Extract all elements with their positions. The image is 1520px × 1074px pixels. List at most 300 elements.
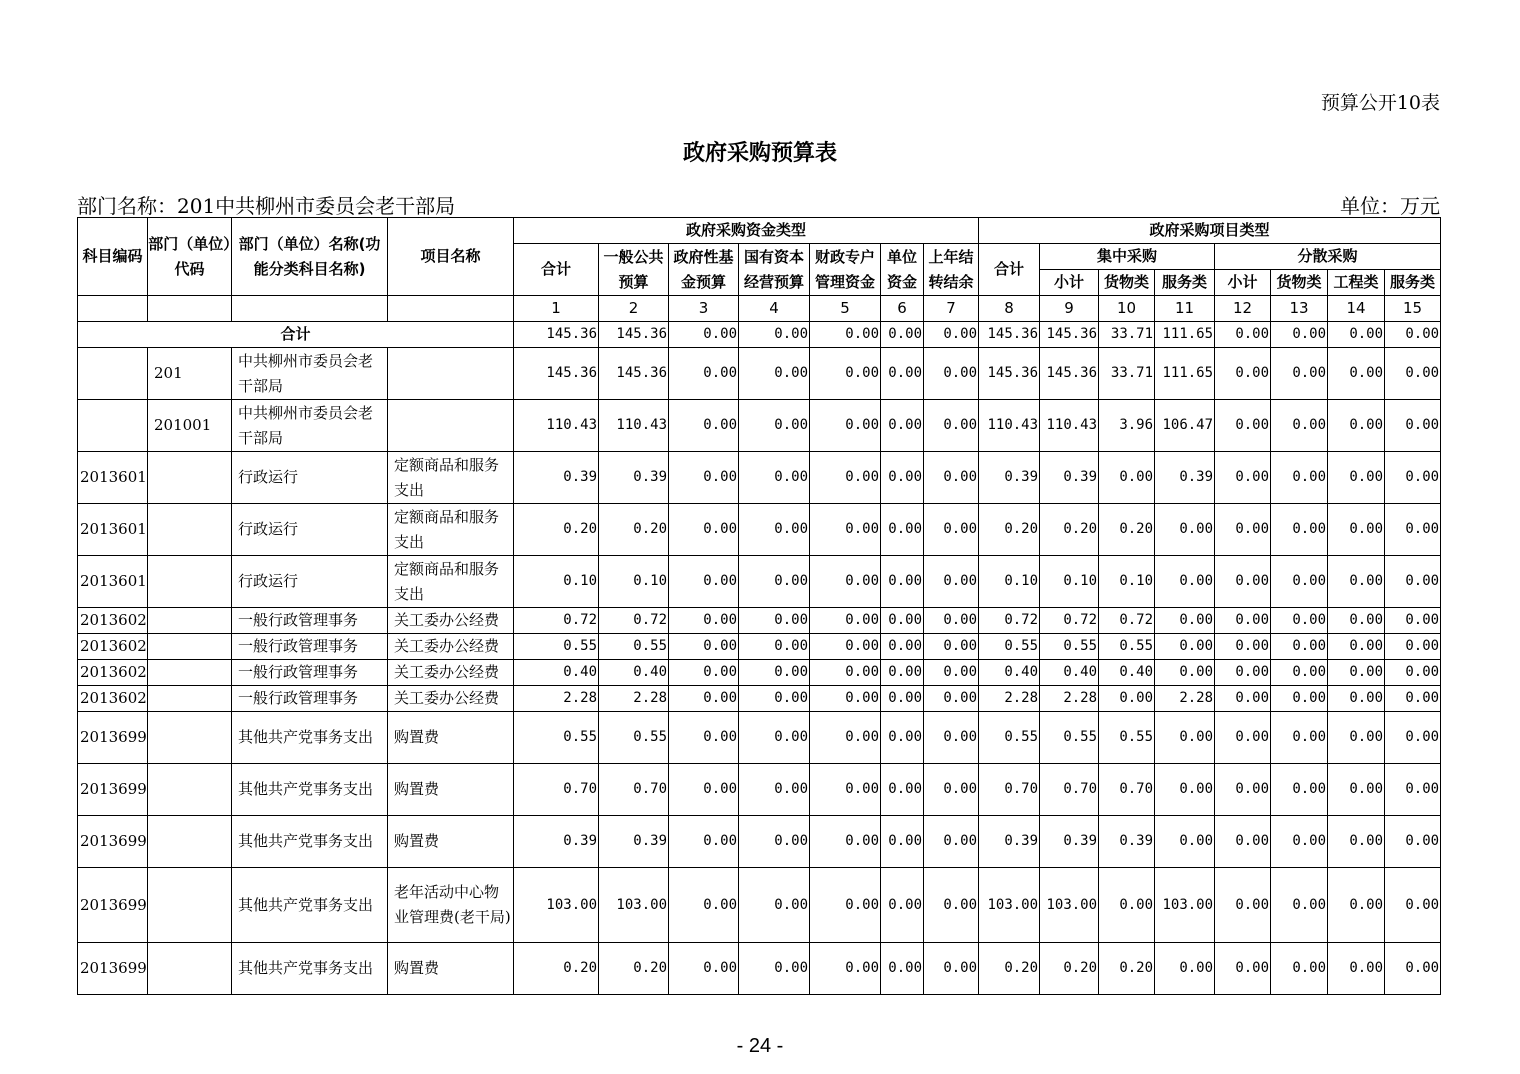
amount-cell: 0.00 [1099, 452, 1155, 504]
amount-cell: 0.00 [1271, 943, 1328, 995]
amount-cell: 0.70 [599, 764, 669, 816]
amount-cell: 0.20 [1040, 504, 1099, 556]
subject-code-cell: 2013699 [78, 712, 148, 764]
amount-cell: 0.40 [1099, 660, 1155, 686]
amount-cell: 0.39 [599, 816, 669, 868]
amount-cell: 0.00 [1385, 452, 1441, 504]
header-subtotal: 小计 [1040, 270, 1099, 296]
project-name-cell: 老年活动中心物业管理费(老干局) [388, 868, 514, 943]
table-row [78, 400, 1441, 452]
amount-cell: 0.40 [979, 660, 1040, 686]
dept-code-cell [148, 868, 232, 943]
header-dept-name: 部门（单位）名称(功能分类科目名称) [232, 218, 388, 296]
table-row [78, 348, 1441, 400]
amount-cell: 0.00 [739, 712, 810, 764]
header-subtotal2: 小计 [1215, 270, 1271, 296]
header-engineering: 工程类 [1328, 270, 1385, 296]
amount-cell: 0.10 [514, 556, 599, 608]
project-name-cell: 关工委办公经费 [388, 634, 514, 660]
table-row [78, 712, 1441, 764]
amount-cell: 103.00 [1040, 868, 1099, 943]
amount-cell: 0.00 [669, 660, 739, 686]
amount-cell: 103.00 [599, 868, 669, 943]
project-name-cell: 关工委办公经费 [388, 686, 514, 712]
dept-code-cell: 201 [148, 348, 232, 400]
amount-cell: 0.00 [1271, 348, 1328, 400]
amount-cell: 103.00 [979, 868, 1040, 943]
amount-cell: 0.00 [881, 634, 924, 660]
column-number: 9 [1040, 296, 1099, 322]
amount-cell: 0.40 [1040, 660, 1099, 686]
unit-line: 单位：万元 [1340, 194, 1440, 218]
amount-cell: 0.00 [924, 504, 979, 556]
column-number-blank [388, 296, 514, 322]
column-number: 14 [1328, 296, 1385, 322]
amount-cell: 0.00 [669, 764, 739, 816]
amount-cell: 0.00 [669, 943, 739, 995]
amount-cell: 0.00 [881, 686, 924, 712]
amount-cell: 0.70 [514, 764, 599, 816]
procurement-budget-table [77, 217, 1441, 995]
amount-cell: 0.00 [1155, 943, 1215, 995]
table-row [78, 868, 1441, 943]
subject-code-cell: 2013602 [78, 608, 148, 634]
subject-code-cell: 2013699 [78, 816, 148, 868]
dept-code-cell [148, 452, 232, 504]
project-name-cell: 购置费 [388, 764, 514, 816]
project-name-cell: 定额商品和服务支出 [388, 452, 514, 504]
amount-cell: 0.00 [924, 608, 979, 634]
amount-cell: 0.00 [924, 943, 979, 995]
amount-cell: 0.00 [810, 943, 881, 995]
amount-cell: 0.00 [1155, 712, 1215, 764]
amount-cell: 0.00 [924, 348, 979, 400]
amount-cell: 0.00 [1328, 712, 1385, 764]
total-cell: 0.00 [1271, 322, 1328, 348]
subject-code-cell: 2013602 [78, 686, 148, 712]
amount-cell: 2.28 [1155, 686, 1215, 712]
amount-cell: 0.00 [1271, 504, 1328, 556]
amount-cell: 0.00 [1385, 816, 1441, 868]
dept-name-cell: 其他共产党事务支出 [232, 816, 388, 868]
total-cell: 0.00 [1328, 322, 1385, 348]
amount-cell: 0.00 [1215, 660, 1271, 686]
amount-cell: 0.40 [514, 660, 599, 686]
amount-cell: 0.00 [1215, 712, 1271, 764]
total-cell: 0.00 [924, 322, 979, 348]
amount-cell: 0.00 [1215, 868, 1271, 943]
column-number: 13 [1271, 296, 1328, 322]
amount-cell: 110.43 [979, 400, 1040, 452]
amount-cell: 0.39 [1040, 816, 1099, 868]
amount-cell: 0.55 [1099, 634, 1155, 660]
amount-cell: 0.00 [924, 556, 979, 608]
amount-cell: 0.00 [739, 634, 810, 660]
column-number: 3 [669, 296, 739, 322]
amount-cell: 0.39 [979, 816, 1040, 868]
column-number: 7 [924, 296, 979, 322]
dept-code-cell [148, 764, 232, 816]
amount-cell: 0.00 [1271, 764, 1328, 816]
column-number-blank [78, 296, 148, 322]
header-total: 合计 [514, 244, 599, 296]
table-row [78, 943, 1441, 995]
amount-cell: 0.00 [924, 660, 979, 686]
amount-cell: 0.00 [1271, 660, 1328, 686]
subject-code-cell: 2013602 [78, 634, 148, 660]
amount-cell: 0.00 [1271, 816, 1328, 868]
dept-name-cell: 一般行政管理事务 [232, 634, 388, 660]
amount-cell: 2.28 [514, 686, 599, 712]
amount-cell: 0.00 [669, 816, 739, 868]
amount-cell: 0.00 [924, 634, 979, 660]
total-cell: 0.00 [1385, 322, 1441, 348]
amount-cell: 0.00 [739, 868, 810, 943]
amount-cell: 0.00 [739, 452, 810, 504]
table-row [78, 764, 1441, 816]
amount-cell: 145.36 [979, 348, 1040, 400]
amount-cell: 110.43 [1040, 400, 1099, 452]
amount-cell: 0.55 [979, 712, 1040, 764]
amount-cell: 0.00 [924, 686, 979, 712]
amount-cell: 0.00 [739, 764, 810, 816]
header-project-name: 项目名称 [388, 218, 514, 296]
table-row [78, 608, 1441, 634]
header-goods2: 货物类 [1271, 270, 1328, 296]
amount-cell: 0.00 [1385, 868, 1441, 943]
column-number: 8 [979, 296, 1040, 322]
amount-cell: 0.00 [1215, 452, 1271, 504]
amount-cell: 0.20 [599, 504, 669, 556]
header-service2: 服务类 [1385, 270, 1441, 296]
dept-code-cell [148, 556, 232, 608]
amount-cell: 0.00 [1099, 686, 1155, 712]
amount-cell: 0.70 [1040, 764, 1099, 816]
amount-cell: 0.72 [599, 608, 669, 634]
amount-cell: 0.00 [669, 634, 739, 660]
amount-cell: 0.00 [1385, 660, 1441, 686]
amount-cell: 0.00 [881, 764, 924, 816]
amount-cell: 0.55 [979, 634, 1040, 660]
header-decentralized: 分散采购 [1215, 244, 1441, 270]
header-gov-fund: 政府性基金预算 [669, 244, 739, 296]
amount-cell: 0.00 [669, 504, 739, 556]
subject-code-cell: 2013601 [78, 452, 148, 504]
page-number: - 24 - [736, 1035, 784, 1057]
amount-cell: 0.39 [514, 452, 599, 504]
amount-cell: 0.00 [924, 868, 979, 943]
column-number: 10 [1099, 296, 1155, 322]
amount-cell: 0.72 [1099, 608, 1155, 634]
dept-name-cell: 行政运行 [232, 504, 388, 556]
amount-cell: 0.00 [810, 764, 881, 816]
dept-name-cell: 行政运行 [232, 452, 388, 504]
table-row [78, 816, 1441, 868]
page-title: 政府采购预算表 [682, 140, 837, 166]
amount-cell: 0.10 [1099, 556, 1155, 608]
amount-cell: 0.55 [514, 634, 599, 660]
dept-name-cell: 其他共产党事务支出 [232, 712, 388, 764]
amount-cell: 111.65 [1155, 348, 1215, 400]
dept-name-cell: 其他共产党事务支出 [232, 868, 388, 943]
amount-cell: 0.00 [881, 816, 924, 868]
header-subject-code: 科目编码 [78, 218, 148, 296]
dept-code-cell [148, 504, 232, 556]
amount-cell: 0.00 [1385, 348, 1441, 400]
table-number: 预算公开10表 [1320, 92, 1440, 114]
amount-cell: 0.70 [1099, 764, 1155, 816]
amount-cell: 0.00 [810, 816, 881, 868]
header-general-public: 一般公共预算 [599, 244, 669, 296]
header-total2: 合计 [979, 244, 1040, 296]
amount-cell: 0.00 [881, 660, 924, 686]
amount-cell: 0.00 [739, 400, 810, 452]
amount-cell: 103.00 [1155, 868, 1215, 943]
amount-cell: 0.00 [1328, 452, 1385, 504]
total-cell: 145.36 [979, 322, 1040, 348]
column-number: 6 [881, 296, 924, 322]
amount-cell: 0.10 [1040, 556, 1099, 608]
amount-cell: 0.00 [1155, 764, 1215, 816]
header-row-1 [78, 218, 1441, 244]
dept-code-cell: 201001 [148, 400, 232, 452]
total-cell: 145.36 [514, 322, 599, 348]
amount-cell: 0.20 [979, 943, 1040, 995]
amount-cell: 0.00 [1271, 400, 1328, 452]
amount-cell: 0.39 [979, 452, 1040, 504]
total-label: 合计 [78, 322, 514, 348]
project-name-cell: 定额商品和服务支出 [388, 556, 514, 608]
total-cell: 0.00 [739, 322, 810, 348]
amount-cell: 0.20 [514, 943, 599, 995]
subject-code-cell: 2013699 [78, 943, 148, 995]
subject-code-cell: 2013699 [78, 868, 148, 943]
amount-cell: 0.00 [1385, 943, 1441, 995]
amount-cell: 0.00 [669, 452, 739, 504]
project-name-cell: 关工委办公经费 [388, 608, 514, 634]
amount-cell: 0.00 [669, 556, 739, 608]
amount-cell: 0.00 [1385, 608, 1441, 634]
amount-cell: 0.00 [881, 608, 924, 634]
amount-cell: 0.00 [1215, 816, 1271, 868]
amount-cell: 145.36 [1040, 348, 1099, 400]
amount-cell: 0.00 [1215, 556, 1271, 608]
amount-cell: 0.20 [1040, 943, 1099, 995]
table-row [78, 504, 1441, 556]
amount-cell: 0.00 [1328, 943, 1385, 995]
amount-cell: 0.00 [669, 348, 739, 400]
amount-cell: 0.00 [1155, 504, 1215, 556]
amount-cell: 0.72 [514, 608, 599, 634]
dept-name-cell: 其他共产党事务支出 [232, 943, 388, 995]
subject-code-cell: 2013601 [78, 556, 148, 608]
column-number: 12 [1215, 296, 1271, 322]
amount-cell: 0.00 [1385, 712, 1441, 764]
table-row [78, 556, 1441, 608]
table-row [78, 452, 1441, 504]
amount-cell: 0.00 [1155, 660, 1215, 686]
amount-cell: 0.00 [669, 608, 739, 634]
amount-cell: 0.70 [979, 764, 1040, 816]
amount-cell: 0.20 [979, 504, 1040, 556]
project-name-cell: 定额商品和服务支出 [388, 504, 514, 556]
amount-cell: 33.71 [1099, 348, 1155, 400]
project-name-cell: 购置费 [388, 712, 514, 764]
amount-cell: 110.43 [599, 400, 669, 452]
total-cell: 0.00 [881, 322, 924, 348]
table-row [78, 634, 1441, 660]
amount-cell: 0.00 [1215, 943, 1271, 995]
amount-cell: 0.00 [810, 452, 881, 504]
project-name-cell: 关工委办公经费 [388, 660, 514, 686]
amount-cell: 0.00 [1155, 816, 1215, 868]
header-state-capital: 国有资本经营预算 [739, 244, 810, 296]
amount-cell: 0.00 [1271, 712, 1328, 764]
header-special-account: 财政专户管理资金 [810, 244, 881, 296]
amount-cell: 0.00 [810, 660, 881, 686]
dept-code-cell [148, 943, 232, 995]
amount-cell: 0.00 [810, 608, 881, 634]
amount-cell: 0.39 [1099, 816, 1155, 868]
amount-cell: 0.55 [599, 634, 669, 660]
amount-cell: 145.36 [514, 348, 599, 400]
amount-cell: 0.20 [1099, 943, 1155, 995]
dept-name-cell: 行政运行 [232, 556, 388, 608]
amount-cell: 0.00 [810, 868, 881, 943]
header-service: 服务类 [1155, 270, 1215, 296]
amount-cell: 0.00 [924, 712, 979, 764]
amount-cell: 0.00 [1328, 686, 1385, 712]
dept-name-cell: 一般行政管理事务 [232, 686, 388, 712]
amount-cell: 106.47 [1155, 400, 1215, 452]
total-cell: 0.00 [669, 322, 739, 348]
amount-cell: 0.55 [1040, 634, 1099, 660]
project-name-cell: 购置费 [388, 816, 514, 868]
amount-cell: 103.00 [514, 868, 599, 943]
amount-cell: 0.00 [1215, 686, 1271, 712]
amount-cell: 0.00 [1328, 868, 1385, 943]
amount-cell: 0.00 [924, 400, 979, 452]
amount-cell: 0.20 [514, 504, 599, 556]
amount-cell: 0.00 [810, 504, 881, 556]
column-number: 2 [599, 296, 669, 322]
amount-cell: 2.28 [979, 686, 1040, 712]
amount-cell: 0.00 [1385, 634, 1441, 660]
amount-cell: 0.39 [1155, 452, 1215, 504]
amount-cell: 0.00 [739, 556, 810, 608]
subject-code-cell: 2013699 [78, 764, 148, 816]
column-number: 1 [514, 296, 599, 322]
amount-cell: 0.00 [1271, 686, 1328, 712]
amount-cell: 0.00 [1328, 348, 1385, 400]
amount-cell: 0.55 [1040, 712, 1099, 764]
column-number: 4 [739, 296, 810, 322]
amount-cell: 0.00 [1215, 348, 1271, 400]
subject-code-cell [78, 348, 148, 400]
amount-cell: 0.00 [1328, 504, 1385, 556]
amount-cell: 0.00 [1271, 608, 1328, 634]
amount-cell: 0.00 [1328, 660, 1385, 686]
header-dept-code: 部门（单位）代码 [148, 218, 232, 296]
amount-cell: 0.00 [1155, 608, 1215, 634]
amount-cell: 0.00 [1328, 816, 1385, 868]
amount-cell: 0.72 [1040, 608, 1099, 634]
amount-cell: 0.72 [979, 608, 1040, 634]
amount-cell: 0.00 [1215, 634, 1271, 660]
column-number: 11 [1155, 296, 1215, 322]
amount-cell: 0.55 [599, 712, 669, 764]
amount-cell: 0.00 [1328, 608, 1385, 634]
dept-code-cell [148, 608, 232, 634]
amount-cell: 0.00 [1385, 764, 1441, 816]
total-cell: 33.71 [1099, 322, 1155, 348]
amount-cell: 0.00 [881, 348, 924, 400]
amount-cell: 0.00 [881, 868, 924, 943]
amount-cell: 0.00 [739, 348, 810, 400]
amount-cell: 0.00 [1271, 868, 1328, 943]
amount-cell: 0.20 [599, 943, 669, 995]
amount-cell: 0.00 [810, 712, 881, 764]
column-number-blank [148, 296, 232, 322]
dept-code-cell [148, 634, 232, 660]
amount-cell: 0.00 [739, 608, 810, 634]
header-project-type: 政府采购项目类型 [979, 218, 1441, 244]
dept-code-cell [148, 686, 232, 712]
amount-cell: 0.55 [1099, 712, 1155, 764]
amount-cell: 0.10 [979, 556, 1040, 608]
amount-cell: 0.00 [810, 348, 881, 400]
total-row [78, 322, 1441, 348]
amount-cell: 0.00 [739, 660, 810, 686]
header-unit-fund: 单位资金 [881, 244, 924, 296]
table-row [78, 660, 1441, 686]
amount-cell: 0.00 [1385, 400, 1441, 452]
amount-cell: 0.10 [599, 556, 669, 608]
amount-cell: 0.00 [924, 452, 979, 504]
header-fund-type: 政府采购资金类型 [514, 218, 979, 244]
column-number: 15 [1385, 296, 1441, 322]
column-number: 5 [810, 296, 881, 322]
amount-cell: 0.00 [739, 686, 810, 712]
amount-cell: 0.00 [739, 816, 810, 868]
amount-cell: 0.00 [924, 816, 979, 868]
amount-cell: 0.00 [1099, 868, 1155, 943]
total-cell: 0.00 [1215, 322, 1271, 348]
amount-cell: 0.00 [1215, 764, 1271, 816]
department-line: 部门名称：201中共柳州市委员会老干部局 [77, 194, 456, 218]
amount-cell: 0.00 [881, 943, 924, 995]
amount-cell: 0.40 [599, 660, 669, 686]
amount-cell: 0.00 [739, 943, 810, 995]
amount-cell: 0.00 [1385, 686, 1441, 712]
amount-cell: 0.00 [1215, 400, 1271, 452]
header-carryover: 上年结转结余 [924, 244, 979, 296]
total-cell: 145.36 [1040, 322, 1099, 348]
amount-cell: 0.00 [669, 868, 739, 943]
header-goods: 货物类 [1099, 270, 1155, 296]
amount-cell: 0.39 [514, 816, 599, 868]
subject-code-cell [78, 400, 148, 452]
dept-name-cell: 一般行政管理事务 [232, 660, 388, 686]
total-cell: 111.65 [1155, 322, 1215, 348]
amount-cell: 0.00 [881, 504, 924, 556]
amount-cell: 0.00 [669, 686, 739, 712]
amount-cell: 0.39 [599, 452, 669, 504]
amount-cell: 0.00 [669, 712, 739, 764]
total-cell: 0.00 [810, 322, 881, 348]
column-number-row [78, 296, 1441, 322]
amount-cell: 0.00 [1215, 504, 1271, 556]
